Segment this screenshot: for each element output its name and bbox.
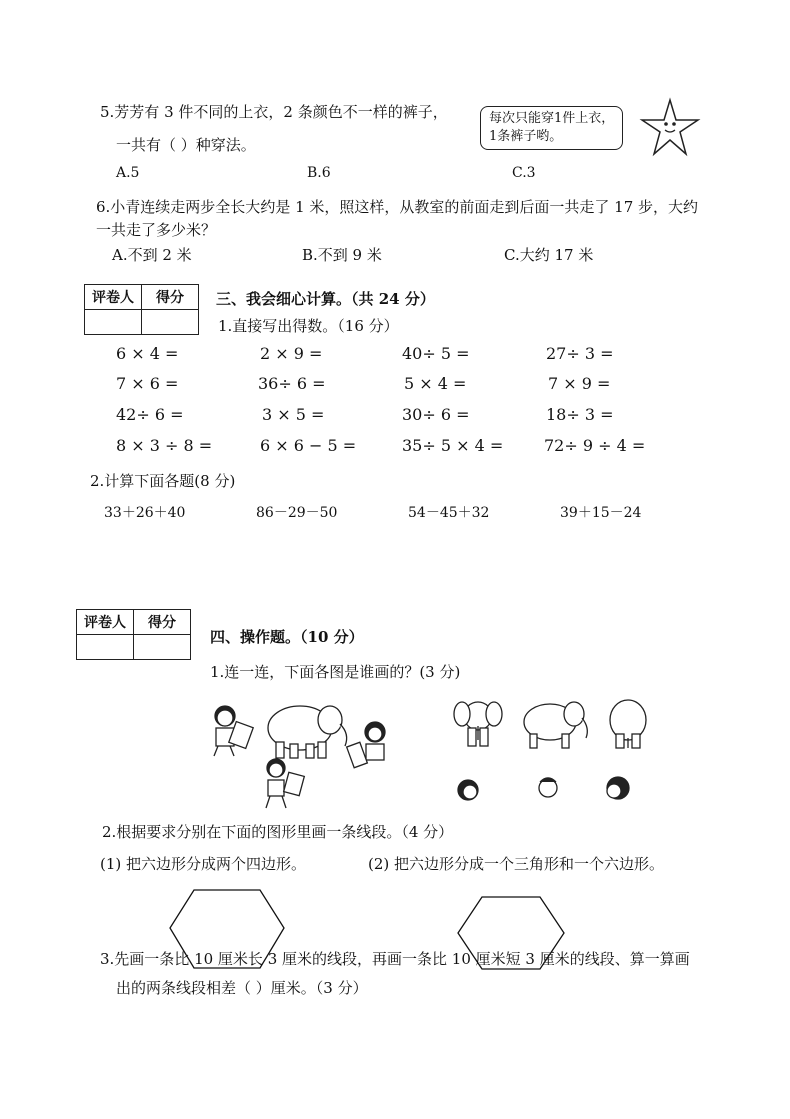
- calc-r2-c1: 7 × 6 =: [116, 374, 179, 393]
- score-table-section3: [84, 284, 199, 335]
- score-cell[interactable]: [134, 635, 191, 660]
- calc-r4-c4: 72÷ 9 ÷ 4 =: [544, 436, 646, 455]
- calc2-item-1: 33＋26＋40: [104, 505, 186, 521]
- section3-q2-title: 2.计算下面各题(8 分): [90, 472, 236, 490]
- q6-option-a: A.不到 2 米: [112, 246, 192, 264]
- calc-r4-c2: 6 × 6 − 5 =: [260, 436, 357, 455]
- grader-cell[interactable]: [77, 635, 134, 660]
- calc2-item-4: 39＋15－24: [560, 505, 642, 521]
- q6-option-b: B.不到 9 米: [302, 246, 382, 264]
- calc-r1-c3: 40÷ 5 =: [402, 344, 470, 363]
- calc-r1-c4: 27÷ 3 =: [546, 344, 614, 363]
- elephant-back-view-icon: [610, 700, 646, 748]
- score-table-section4: [76, 609, 191, 660]
- calc-r2-c2: 36÷ 6 =: [258, 374, 326, 393]
- q6-line2: 一共走了多少米？: [96, 221, 217, 239]
- calc-r4-c1: 8 × 3 ÷ 8 =: [116, 436, 213, 455]
- star-mascot-icon: [640, 98, 700, 158]
- elephant-side-view-icon: [268, 706, 347, 758]
- girl-with-easel-icon: [347, 722, 385, 768]
- q5-line1: 5.芳芳有 3 件不同的上衣，2 条颜色不一样的裤子，: [100, 103, 448, 121]
- q5-line2: 一共有（ ）种穿法。: [116, 136, 256, 154]
- score-table-score-label: 得分: [134, 610, 191, 635]
- section4-q3-line1: 3.先画一条比 10 厘米长 3 厘米的线段，再画一条比 10 厘米短 3 厘米的线段、算一算画: [100, 950, 690, 968]
- boy-with-easel-icon: [214, 706, 253, 756]
- section3-title: 三、我会细心计算。（共 24 分）: [216, 290, 435, 308]
- calc-r3-c3: 30÷ 6 =: [402, 405, 470, 424]
- calc-r1-c1: 6 × 4 =: [116, 344, 179, 363]
- section4-q2-title: 2.根据要求分别在下面的图形里画一条线段。（4 分）: [102, 823, 454, 841]
- q5-option-a: A.5: [116, 165, 140, 181]
- elephant-side-view-small-icon: [524, 702, 587, 748]
- score-table-grader-label: 评卷人: [85, 285, 142, 310]
- score-table-score-label: 得分: [142, 285, 199, 310]
- section3-q1-title: 1.直接写出得数。（16 分）: [218, 317, 399, 335]
- calc-r2-c3: 5 × 4 =: [404, 374, 467, 393]
- section4-title: 四、操作题。（10 分）: [210, 628, 364, 646]
- calc2-item-3: 54－45＋32: [408, 505, 490, 521]
- calc-r3-c2: 3 × 5 =: [262, 405, 325, 424]
- calc-r1-c2: 2 × 9 =: [260, 344, 323, 363]
- boy-with-board-icon: [266, 759, 304, 808]
- section4-q2-part1: (1) 把六边形分成两个四边形。: [100, 855, 307, 873]
- calc-r3-c1: 42÷ 6 =: [116, 405, 184, 424]
- boy-head-icon: [458, 780, 478, 800]
- calc2-item-2: 86－29－50: [256, 505, 338, 521]
- score-cell[interactable]: [142, 310, 199, 335]
- score-table-grader-label: 评卷人: [77, 610, 134, 635]
- section4-q1-title: 1.连一连，下面各图是谁画的？(3 分): [210, 663, 461, 681]
- q6-line1: 6.小青连续走两步全长大约是 1 米，照这样，从教室的前面走到后面一共走了 17 步，大约: [96, 198, 699, 216]
- section4-q2-part2: (2) 把六边形分成一个三角形和一个六边形。: [368, 855, 665, 873]
- grader-cell[interactable]: [85, 310, 142, 335]
- q5-option-b: B.6: [307, 165, 331, 181]
- girl-head-icon: [607, 777, 629, 799]
- q6-option-c: C.大约 17 米: [504, 246, 594, 264]
- section4-q3-line2: 出的两条线段相差（ ）厘米。（3 分）: [116, 979, 368, 997]
- calc-r3-c4: 18÷ 3 =: [546, 405, 614, 424]
- elephant-front-view-icon: [454, 702, 502, 746]
- hint-line1: 每次只能穿1件上衣，: [489, 111, 615, 126]
- calc-r4-c3: 35÷ 5 × 4 =: [402, 436, 504, 455]
- hint-speech-bubble: [480, 106, 623, 150]
- q5-option-c: C.3: [512, 165, 536, 181]
- calc-r2-c4: 7 × 9 =: [548, 374, 611, 393]
- smiling-boy-head-icon: [539, 778, 557, 797]
- elephant-views-illustration: [450, 694, 660, 814]
- hint-line2: 1条裤子哟。: [489, 129, 563, 144]
- children-drawing-illustration: [200, 694, 440, 814]
